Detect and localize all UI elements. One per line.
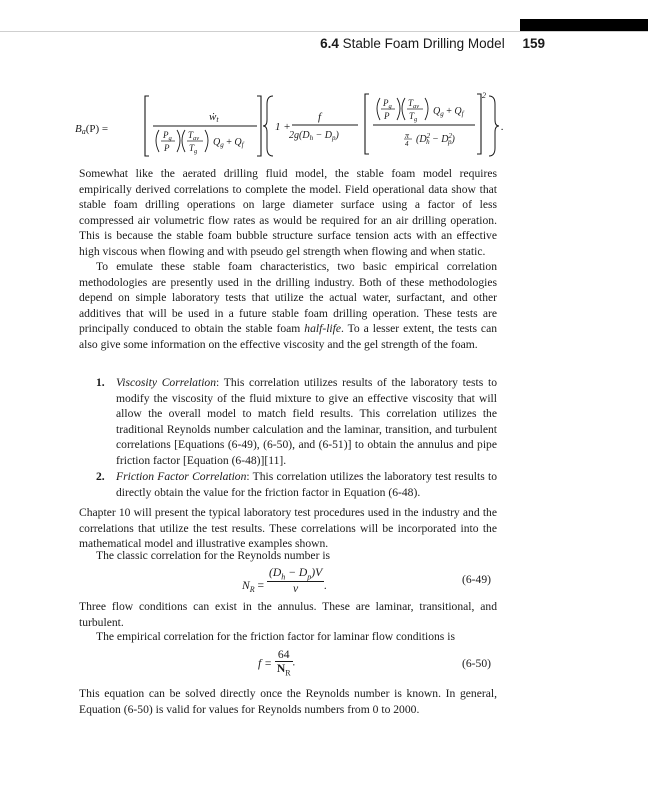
section-title: Stable Foam Drilling Model	[342, 36, 505, 51]
paragraph-chapter10: Chapter 10 will present the typical laboratory test procedures used in the industry and the correlations that utilize the test results. These correlations will be incorporated into the mathematical model and illustrative examples shown.	[79, 506, 497, 551]
paragraph-intro: Somewhat like the aerated drilling fluid model, the stable foam model requires empirically derived correlations to complete the model. Field operational data show that stable foam drilling operations on large diameter surface using a factor of less compressed air volumetric flow rates as would be required for an air drilling operation. This is because the stable foam bubble structure surface tension acts with an effective high viscous when flowing and with pseudo gel strength when flowing and when static.	[79, 167, 497, 258]
svg-text:2: 2	[482, 91, 486, 100]
equation-label-6-50: (6-50)	[462, 657, 491, 670]
list-item-viscosity: 1. Viscosity Correlation: This correlation utilizes results of the laboratory tests to modify the viscosity of the fluid mixture to give an effective viscosity that will allow the overall model to match field results. This correlation utilizes the traditional Reynolds number calculation and the laminar, transition, and turbulent correlations [Equations (6-49), (6-50), and (6-51)] to obtain the annulus and pipe friction factor [Equation (6-48)][11].	[96, 376, 498, 467]
running-head	[300, 36, 545, 51]
list-item-friction: 2. Friction Factor Correlation: This correlation utilizes the laboratory test results to directly obtain the value for the friction factor in Equation (6-48).	[96, 470, 498, 499]
page-number: 159	[522, 36, 545, 51]
paragraph-final: This equation can be solved directly once the Reynolds number is known. In general, Equation (6-50) is valid for values for Reynolds numbers from 0 to 2000.	[79, 687, 497, 716]
svg-text:P: P	[384, 111, 390, 121]
svg-text:(D2h − D2p): ($D^2$ $h - D^2$ p)	[416, 132, 455, 146]
svg-text:Tg: $T_g$	[409, 111, 418, 123]
svg-text:1 +: 1 +	[275, 121, 291, 133]
svg-text:f: f	[318, 111, 322, 123]
eq-wt: ẇt	[209, 111, 219, 124]
header-bar	[520, 19, 648, 31]
svg-text:Qg + Qf: $Q_g + Q_f$	[433, 106, 464, 118]
equation-6-50: f = $\frac{64}{N_R}$ .	[258, 648, 296, 678]
svg-text:.: .	[501, 121, 504, 133]
paragraph-empirical: The empirical correlation for the friction factor for laminar flow conditions is	[96, 630, 455, 643]
svg-text:P: P	[164, 143, 170, 153]
header-rule	[0, 31, 648, 32]
svg-text:2g(Dh − Dp): $2g(D_h - D_p)$	[289, 130, 339, 142]
svg-text:Qg + Qf: $Q_g + Q_f$	[213, 137, 244, 149]
equation-label-6-49: (6-49)	[462, 573, 491, 586]
svg-text:Pg: $P_g$	[163, 130, 172, 142]
equation-ba	[75, 90, 555, 158]
paragraph-classic: The classic correlation for the Reynolds number is	[96, 549, 331, 562]
svg-text:Tav: $T_{av}$	[408, 98, 420, 110]
half-life-term: half-life	[304, 322, 342, 336]
section-number: 6.4	[320, 36, 339, 51]
paragraph-methodologies: To emulate these stable foam characteristics, two basic empirical correlation methodologies are presently used in the drilling industry. Both of these methodologies depend on simple laboratory tests that utilize the actual water, surfactant, and other additives that will be used in a future stable foam drilling operation. These tests are principally conduced to obtain the stable foam half-life. To a lesser extent, the tests can also give some information on the effective viscosity and the gel strength of the foam.	[79, 260, 498, 351]
svg-text:π: π	[405, 131, 410, 140]
svg-text:Pg: $P_g$	[383, 98, 392, 110]
equation-ba-svg	[75, 90, 565, 160]
svg-text:4: 4	[405, 140, 409, 148]
svg-text:Tg: $T_g$	[189, 143, 198, 155]
equation-6-49: $N_R$ = $\frac{(D_h - D_p)V}{\nu}$ .	[242, 566, 328, 596]
eq-lhs: Ba(P) =	[75, 123, 109, 136]
svg-text:Tav: $T_{av}$	[188, 130, 200, 142]
paragraph-three: Three flow conditions can exist in the annulus. These are laminar, transitional, and turbulent.	[79, 600, 497, 629]
